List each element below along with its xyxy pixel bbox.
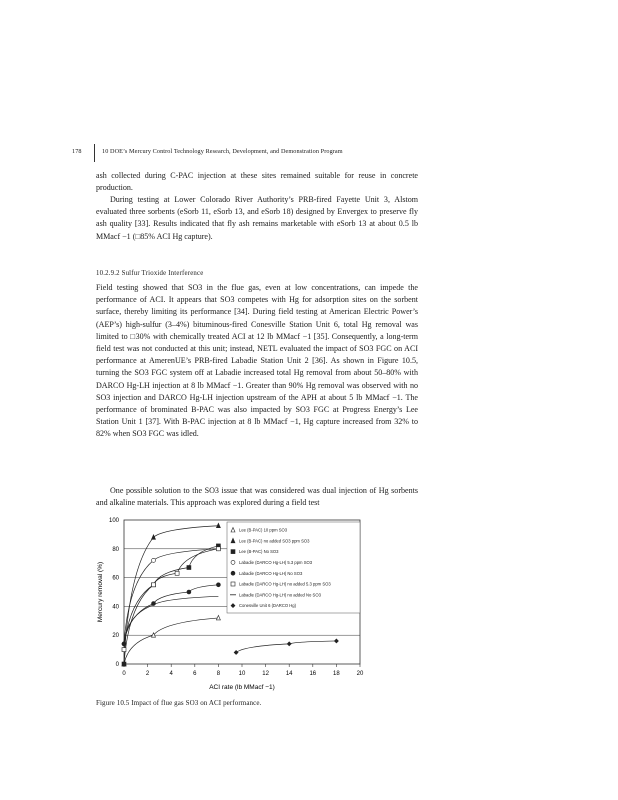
data-point (122, 648, 126, 652)
y-tick-label: 100 (108, 518, 119, 524)
data-point (175, 571, 179, 575)
legend-item (231, 528, 288, 533)
legend-box (227, 522, 360, 613)
data-point (231, 560, 235, 564)
y-tick-label: 20 (112, 633, 119, 640)
data-point (187, 566, 191, 570)
page-number: 178 (72, 148, 82, 155)
data-point (187, 590, 191, 594)
paragraph-4-text: One possible solution to the SO3 issue that was considered was dual injection of Hg sorbents and alkaline materials. This approach was explored during a field test (96, 486, 418, 508)
paragraph-3-text: Field testing showed that SO3 in the flue gas, even at low concentrations, can impede the performance of ACI. It appears that SO3 competes with Hg for adsorption sites on the sorbent surface, thereby limiting its performance [34]. During field testing at American Electric Power’s (AEP’s) high-sulfur (3–4%) bituminous-fired Conesville Station Unit 6, total Hg removal was limited to □30% with chemically treated ACI at 12 lb MMacf −1 [35]. Consequently, a long-term field test was not conducted at this unit; instead, NETL evaluated the impact of SO3 FGC on ACI performance at AmerenUE’s PRB-fired Labadie Station Unit 2 [36]. As shown in Figure 10.5, turning the SO3 FGC system off at Labadie increased total Hg removal from about 50–80% with DARCO Hg-LH injection at 8 lb MMacf −1. Greater than 90% Hg removal was observed with no SO3 injection and DARCO Hg-LH injection upstream of the APH at about 5 lb MMacf −1. The performance of brominated B-PAC was also impacted by SO3 FGC at Progress Energy’s Lee Station Unit 1 [37]. With B-PAC injection at 8 lb MMacf −1, Hg capture increased from 32% to 82% when SO3 FGC was idled. (96, 283, 418, 439)
x-tick-label: 20 (356, 671, 364, 677)
data-point (122, 642, 126, 646)
data-point (231, 550, 235, 554)
x-tick-label: 18 (333, 671, 340, 677)
x-tick-label: 12 (262, 671, 269, 677)
y-tick-label: 80 (112, 546, 119, 553)
legend-label: Conesville Unit 6 (DARCO Hg) (239, 603, 297, 609)
y-tick-label: 0 (115, 662, 119, 668)
paragraph-1-text: ash collected during C-PAC injection at these sites remained suitable for reuse in concrete production. (96, 171, 418, 193)
x-axis-ticks (122, 664, 364, 677)
legend-item (231, 538, 310, 543)
paragraph-3 (96, 282, 418, 441)
legend-label: Labadie (DARCO Hg-LH) no added 5.3 ppm SO3 (239, 581, 331, 587)
x-tick-label: 4 (169, 671, 173, 677)
legend (227, 522, 360, 613)
data-point (231, 571, 235, 575)
running-head: 10 DOE’s Mercury Control Technology Research, Development, and Demonstration Program (102, 148, 343, 155)
legend-label: Lee (B-PAC) No SO3 (239, 549, 279, 555)
legend-item (231, 603, 297, 608)
data-point (152, 583, 156, 587)
paragraph-1 (96, 170, 418, 194)
legend-item (230, 592, 322, 597)
x-tick-label: 0 (122, 671, 126, 677)
x-tick-label: 2 (145, 671, 150, 677)
legend-label: Lee (B-PAC) 10 ppm SO3 (239, 527, 288, 533)
data-point (231, 582, 235, 586)
y-axis-ticks (109, 518, 120, 668)
mercury-removal-chart (92, 508, 382, 693)
header-divider (94, 144, 95, 162)
x-tick-label: 8 (216, 671, 221, 677)
legend-label: Labadie (DARCO Hg-LH) no added No SO3 (239, 592, 321, 598)
legend-item (231, 549, 279, 554)
y-tick-label: 60 (112, 575, 119, 582)
legend-item (231, 582, 331, 587)
paragraph-2-text: During testing at Lower Colorado River Authority’s PRB-fired Fayette Unit 3, Alstom evaluated three sorbents (eSorb 11, eSorb 13, and eSorb 18) designed by Envergex to preserve fly ash quality [33]. Results indicated that fly ash remains marketable with eSorb 13 at about 0.5 lb MMacf −1 (□85% ACI Hg capture). (96, 195, 418, 241)
x-tick-label: 10 (238, 671, 246, 677)
data-point (216, 583, 220, 587)
x-tick-label: 16 (309, 671, 317, 677)
data-point (122, 662, 126, 666)
legend-item (231, 560, 313, 565)
legend-label: Lee (B-PAC) no added SO3 ppm SO3 (239, 538, 310, 544)
paragraph-4 (96, 485, 418, 509)
y-tick-label: 40 (112, 604, 119, 611)
data-point (152, 558, 156, 562)
section-heading: 10.2.9.2 Sulfur Trioxide Interference (96, 270, 204, 277)
paragraph-2 (96, 194, 418, 243)
x-tick-label: 14 (285, 671, 293, 677)
legend-label: Labadie (DARCO Hg-LH) 5.3 ppm SO3 (239, 560, 313, 565)
legend-item (231, 571, 303, 576)
y-axis-label: Mercury removal (%) (97, 561, 104, 623)
legend-label: Labadie (DARCO Hg-LH) No SO3 (239, 570, 303, 576)
x-tick-label: 6 (193, 671, 197, 677)
data-point (216, 547, 220, 551)
x-axis-label: ACI rate (lb MMacf −1) (209, 684, 275, 691)
figure-caption: Figure 10.5 Impact of flue gas SO3 on ACI performance. (96, 699, 262, 707)
